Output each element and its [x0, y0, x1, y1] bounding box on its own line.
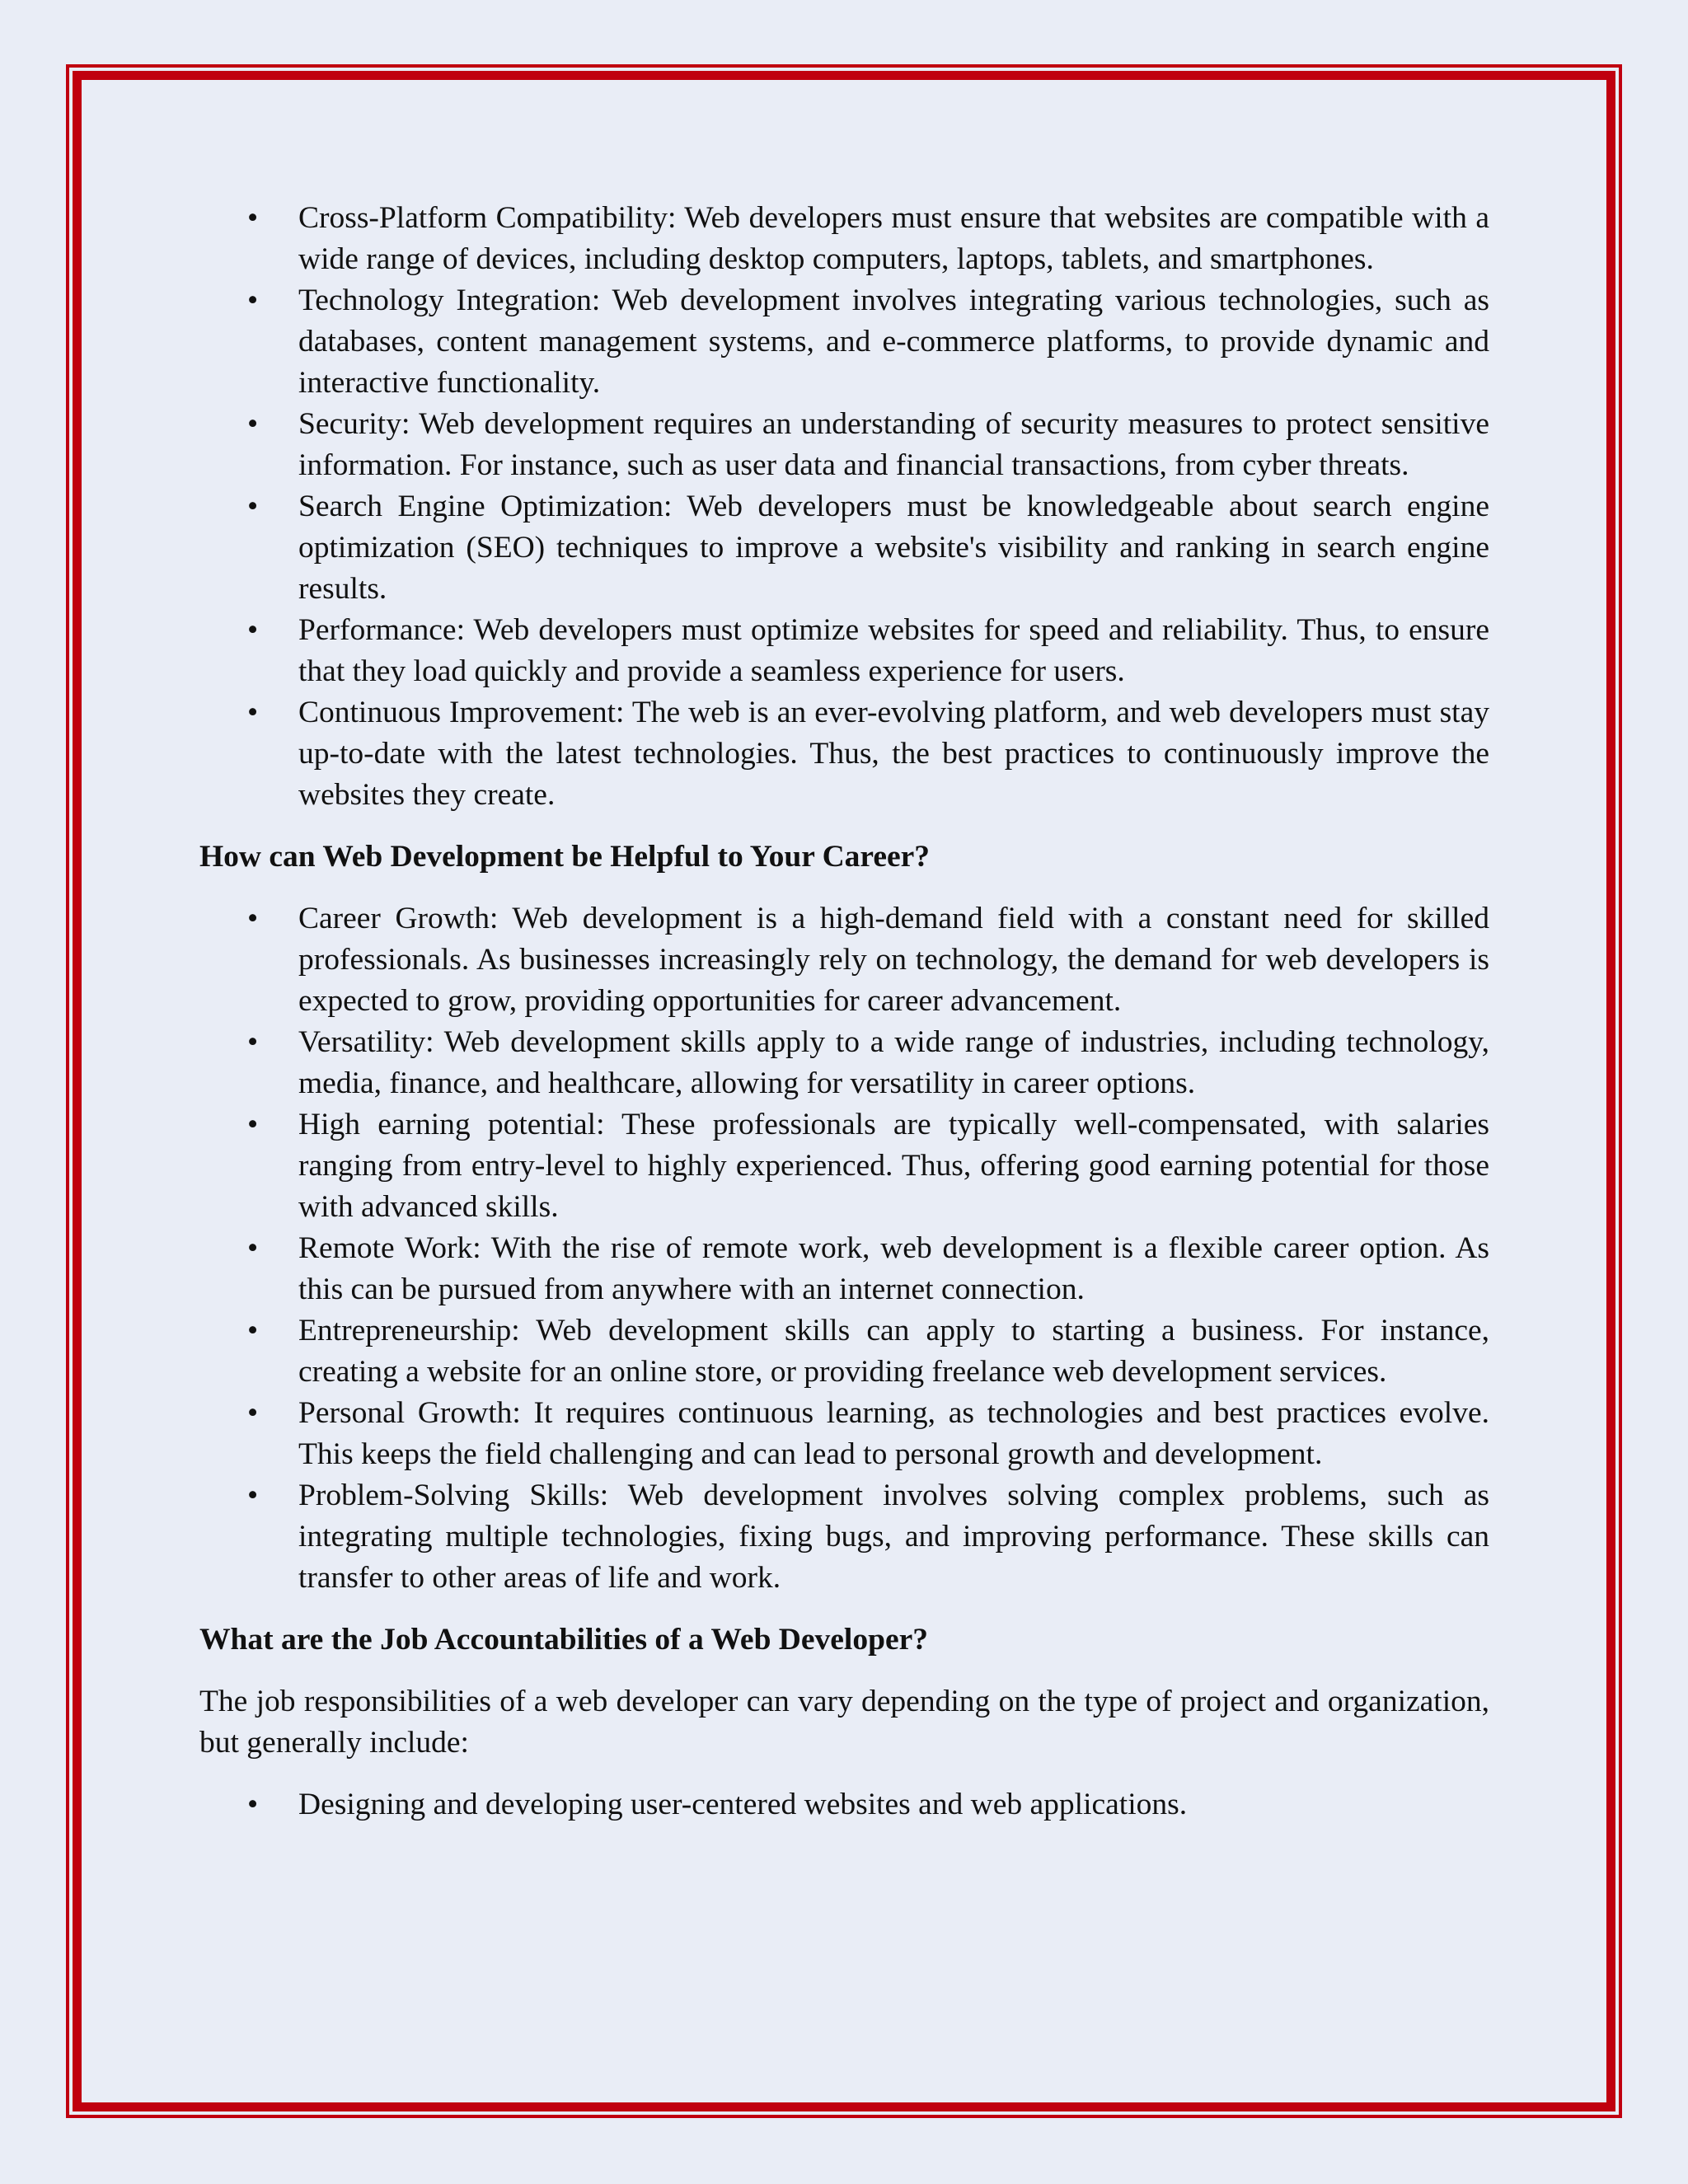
bullet-icon: • — [247, 407, 259, 441]
list-item: • Continuous Improvement: The web is an ever-evolving platform, and web developers must stay up-to-date with the latest technologies. Thus, the best practices to continuously improve the websites they create. — [199, 692, 1489, 816]
list-item: • Search Engine Optimization: Web developers must be knowledgeable about search engine optimization (SEO) techniques to improve a website's visibility and ranking in search engine results. — [199, 486, 1489, 610]
list-item: • Versatility: Web development skills apply to a wide range of industries, including technology, media, finance, and healthcare, allowing for versatility in career options. — [199, 1022, 1489, 1104]
list-item: • Performance: Web developers must optimize websites for speed and reliability. Thus, to ensure that they load quickly and provide a seamless experience for users. — [199, 610, 1489, 692]
list-item: • Personal Growth: It requires continuous learning, as technologies and best practices evolve. This keeps the field challenging and can lead to personal growth and development. — [199, 1393, 1489, 1475]
bullet-icon: • — [247, 284, 259, 317]
list-item: • Career Growth: Web development is a high-demand field with a constant need for skilled professionals. As businesses increasingly rely on technology, the demand for web developers is expected to grow, providing opportunities for career advancement. — [199, 898, 1489, 1022]
bullet-icon: • — [247, 490, 259, 523]
intro-paragraph: The job responsibilities of a web developer can vary depending on the type of project and organization, but generally include: — [199, 1685, 1489, 1760]
list-item: • Entrepreneurship: Web development skills can apply to starting a business. For instance, creating a website for an online store, or providing freelance web development services. — [199, 1310, 1489, 1393]
list-item: • Technology Integration: Web development involves integrating various technologies, such as databases, content management systems, and e-commerce platforms, to provide dynamic and interactive functionality. — [199, 280, 1489, 404]
list-item: • Remote Work: With the rise of remote work, web development is a flexible career option. As this can be pursued from anywhere with an internet connection. — [199, 1228, 1489, 1310]
responsibilities-list — [199, 1784, 1489, 1825]
bullet-icon: • — [247, 902, 259, 935]
list-item: • Problem-Solving Skills: Web development involves solving complex problems, such as integrating multiple technologies, fixing bugs, and improving performance. These skills can transfer to other areas of life and work. — [199, 1475, 1489, 1599]
bullet-icon: • — [247, 1108, 259, 1141]
features-list — [199, 198, 1489, 816]
bullet-icon: • — [247, 1231, 259, 1265]
list-item: • Cross-Platform Compatibility: Web developers must ensure that websites are compatible with a wide range of devices, including desktop computers, laptops, tablets, and smartphones. — [199, 198, 1489, 280]
section-heading-accountabilities: What are the Job Accountabilities of a Web Developer? — [199, 1623, 928, 1657]
list-item: • Security: Web development requires an understanding of security measures to protect sensitive information. For instance, such as user data and financial transactions, from cyber threats. — [199, 404, 1489, 486]
career-benefits-list — [199, 898, 1489, 1599]
bullet-icon: • — [247, 696, 259, 729]
bullet-icon: • — [247, 1025, 259, 1059]
bullet-icon: • — [247, 613, 259, 647]
document-content — [199, 198, 1489, 1825]
section-heading-career: How can Web Development be Helpful to Your Career? — [199, 840, 931, 874]
bullet-icon: • — [247, 1788, 259, 1821]
bullet-icon: • — [247, 1479, 259, 1512]
list-item: • High earning potential: These professionals are typically well-compensated, with salaries ranging from entry-level to highly experienced. Thus, offering good earning potential for those with advanced skills. — [199, 1104, 1489, 1228]
bullet-icon: • — [247, 1314, 259, 1347]
bullet-icon: • — [247, 1396, 259, 1430]
list-item: • Designing and developing user-centered websites and web applications. — [199, 1784, 1489, 1825]
bullet-icon: • — [247, 201, 259, 235]
